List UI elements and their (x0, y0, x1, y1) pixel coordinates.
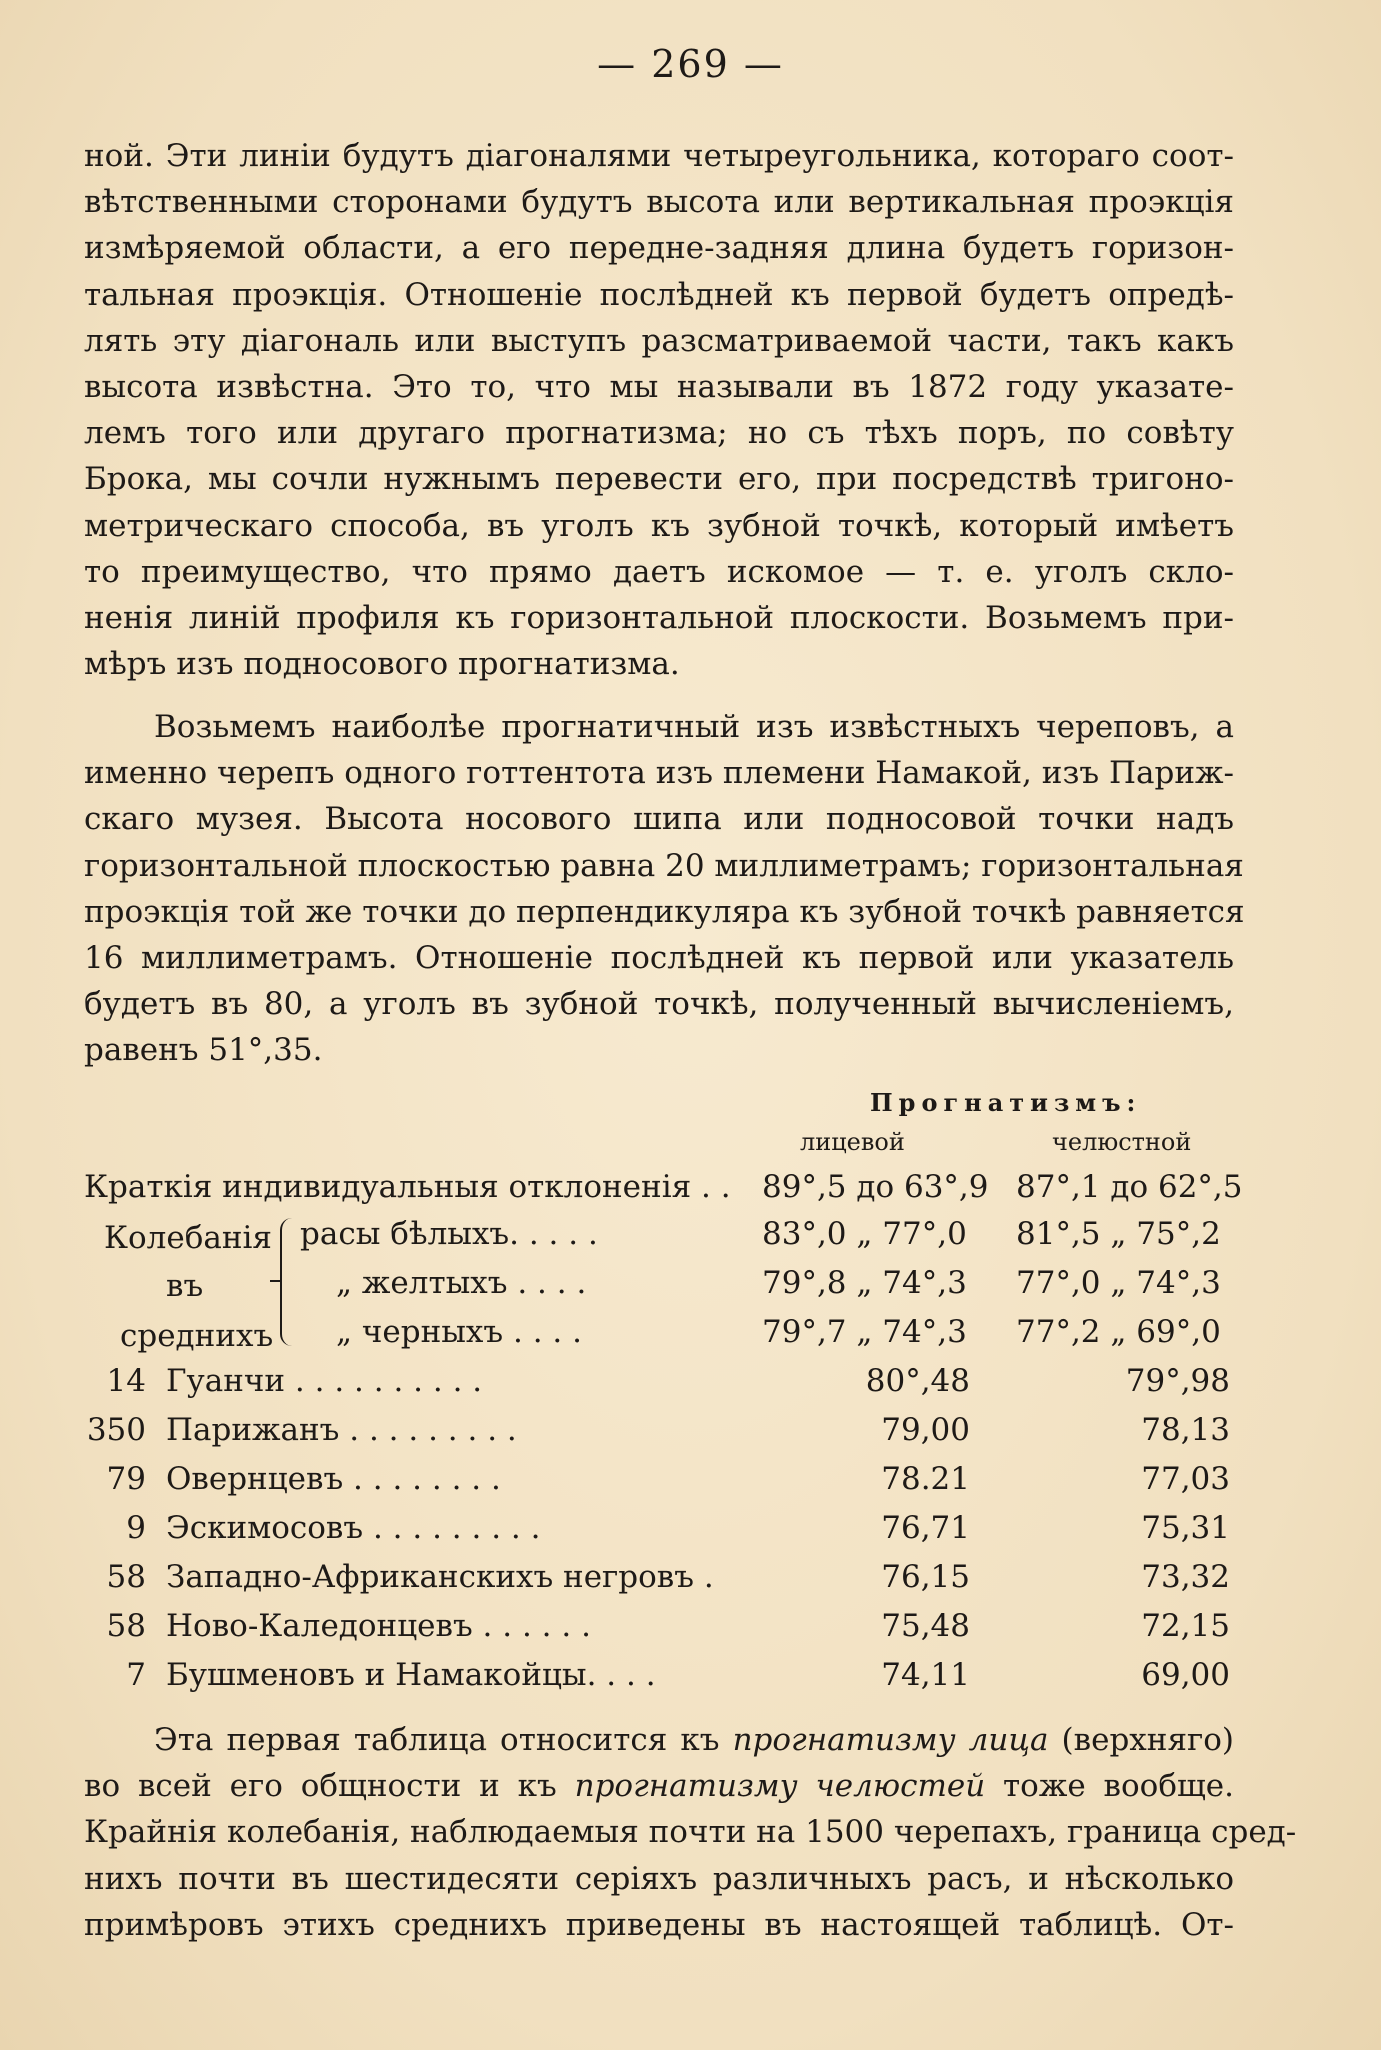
column-header-jaw: челюстной (1052, 1128, 1192, 1156)
row-label: Овернцевъ . . . . . . . . (166, 1461, 501, 1497)
text-line: Брока, мы сочли нужнымъ перевести его, при посредствѣ тригоно- (84, 461, 1234, 498)
cell-jaw: 78,13 (1141, 1412, 1230, 1448)
curly-brace (280, 1218, 298, 1346)
text-line: мѣръ изъ подносового прогнатизма. (84, 646, 680, 683)
cell-jaw: 77°,2 „ 69°,0 (1016, 1314, 1221, 1350)
paragraph-2 (84, 704, 1245, 1074)
cell-facial: 79°,8 „ 74°,3 (762, 1265, 967, 1301)
row-label: Краткія индивидуальныя отклоненія . . (84, 1169, 731, 1205)
cell-facial: 80°,48 (865, 1363, 970, 1399)
text-line (84, 1763, 1234, 1809)
page-number: — 269 — (597, 42, 784, 86)
row-count: 14 (106, 1363, 146, 1399)
text-span: (верхняго) (1048, 1722, 1234, 1758)
row-label: „ желтыхъ . . . . (336, 1265, 587, 1301)
text-line: 16 миллиметрамъ. Отношеніе послѣдней къ первой или указатель (84, 940, 1234, 977)
paragraph-3 (84, 1717, 1297, 1948)
paragraph-1 (84, 133, 1234, 687)
table-header: Прогнатизмъ: (870, 1088, 1142, 1117)
cell-facial: 74,11 (881, 1657, 970, 1693)
text-line: ненія линій профиля къ горизонтальной плоскости. Возьмемъ при- (84, 600, 1234, 637)
text-line: лять эту діагональ или выступъ разсматриваемой части, такъ какъ (84, 322, 1234, 359)
cell-jaw: 77°,0 „ 74°,3 (1016, 1265, 1221, 1301)
row-label: „ черныхъ . . . . (336, 1314, 582, 1350)
row-count: 79 (106, 1461, 146, 1497)
brace-label: въ (166, 1268, 204, 1304)
row-label: расы бѣлыхъ. . . . . (300, 1216, 598, 1252)
text-line: примѣровъ этихъ среднихъ приведены въ настоящей таблицѣ. От- (84, 1906, 1234, 1943)
row-label: Гуанчи . . . . . . . . . . (166, 1363, 483, 1399)
row-label: Западно-Африканскихъ негровъ . (166, 1559, 714, 1595)
text-line: равенъ 51°,35. (84, 1032, 323, 1069)
row-count: 58 (106, 1608, 146, 1644)
row-label: Бушменовъ и Намакойцы. . . . (166, 1657, 656, 1693)
text-span: во всей его общности и къ (84, 1768, 575, 1805)
cell-jaw: 81°,5 „ 75°,2 (1016, 1216, 1221, 1252)
text-span: тоже вообще. (985, 1768, 1235, 1805)
cell-facial: 83°,0 „ 77°,0 (762, 1216, 967, 1252)
cell-facial: 79,00 (881, 1412, 970, 1448)
cell-jaw: 77,03 (1141, 1461, 1230, 1497)
cell-jaw: 73,32 (1141, 1559, 1230, 1595)
row-label: Ново-Каледонцевъ . . . . . . (166, 1608, 591, 1644)
row-count: 58 (106, 1559, 146, 1595)
text-span: Эта первая таблица относится къ (154, 1722, 733, 1758)
italic-term: прогнатизму челюстей (574, 1768, 986, 1805)
text-line (84, 1717, 1234, 1763)
cell-jaw: 75,31 (1141, 1510, 1230, 1546)
row-count: 350 (86, 1412, 146, 1448)
cell-jaw: 69,00 (1141, 1657, 1230, 1693)
text-line: вѣтственными сторонами будутъ высота или вертикальная проэкція (84, 184, 1234, 221)
text-line: Крайнія колебанія, наблюдаемыя почти на 1500 черепахъ, граница сред- (84, 1814, 1297, 1851)
text-line: Возьмемъ наиболѣе прогнатичный изъ извѣстныхъ череповъ, а (154, 709, 1234, 745)
cell-facial: 76,15 (881, 1559, 970, 1595)
row-count: 7 (126, 1657, 146, 1693)
cell-facial: 89°,5 до 63°,9 (762, 1169, 989, 1205)
text-line: именно черепъ одного готтентота изъ племени Намакой, изъ Париж- (84, 755, 1234, 792)
text-line: лемъ того или другаго прогнатизма; но съ тѣхъ поръ, по совѣту (84, 415, 1234, 452)
text-line: проэкція той же точки до перпендикуляра къ зубной точкѣ равняется (84, 893, 1245, 930)
cell-facial: 75,48 (881, 1608, 970, 1644)
row-count: 9 (126, 1510, 146, 1546)
column-header-facial: лицевой (800, 1128, 905, 1156)
curly-brace-tip (270, 1280, 280, 1282)
text-line: будетъ въ 80, а уголъ въ зубной точкѣ, полученный вычисленіемъ, (84, 986, 1234, 1023)
italic-term: прогнатизму лица (732, 1722, 1049, 1758)
cell-facial: 76,71 (881, 1510, 970, 1546)
cell-facial: 78.21 (881, 1461, 970, 1497)
text-line: нихъ почти въ шестидесяти серіяхъ различныхъ расъ, и нѣсколько (84, 1860, 1234, 1897)
text-line: высота извѣстна. Это то, что мы называли въ 1872 году указате- (84, 369, 1234, 406)
cell-jaw: 79°,98 (1125, 1363, 1230, 1399)
text-line: то преимущество, что прямо даетъ искомое — т. е. уголъ скло- (84, 553, 1234, 590)
text-line: метрическаго способа, въ уголъ къ зубной точкѣ, который имѣетъ (84, 507, 1234, 544)
text-line: измѣряемой области, а его передне-задняя длина будетъ горизон- (84, 230, 1234, 267)
brace-label: Колебанія (104, 1220, 272, 1256)
text-line: горизонтальной плоскостью равна 20 миллиметрамъ; горизонтальная (84, 847, 1244, 884)
cell-jaw: 72,15 (1141, 1608, 1230, 1644)
cell-jaw: 87°,1 до 62°,5 (1016, 1169, 1243, 1205)
cell-facial: 79°,7 „ 74°,3 (762, 1314, 967, 1350)
row-label: Эскимосовъ . . . . . . . . . (166, 1510, 541, 1546)
row-label: Парижанъ . . . . . . . . . (166, 1412, 517, 1448)
text-line: скаго музея. Высота носового шипа или подносовой точки надъ (84, 801, 1234, 838)
brace-label: среднихъ (120, 1318, 274, 1354)
text-line: тальная проэкція. Отношеніе послѣдней къ первой будетъ опредѣ- (84, 276, 1234, 313)
text-line: ной. Эти линіи будутъ діагоналями четыреугольника, котораго соот- (84, 138, 1234, 174)
